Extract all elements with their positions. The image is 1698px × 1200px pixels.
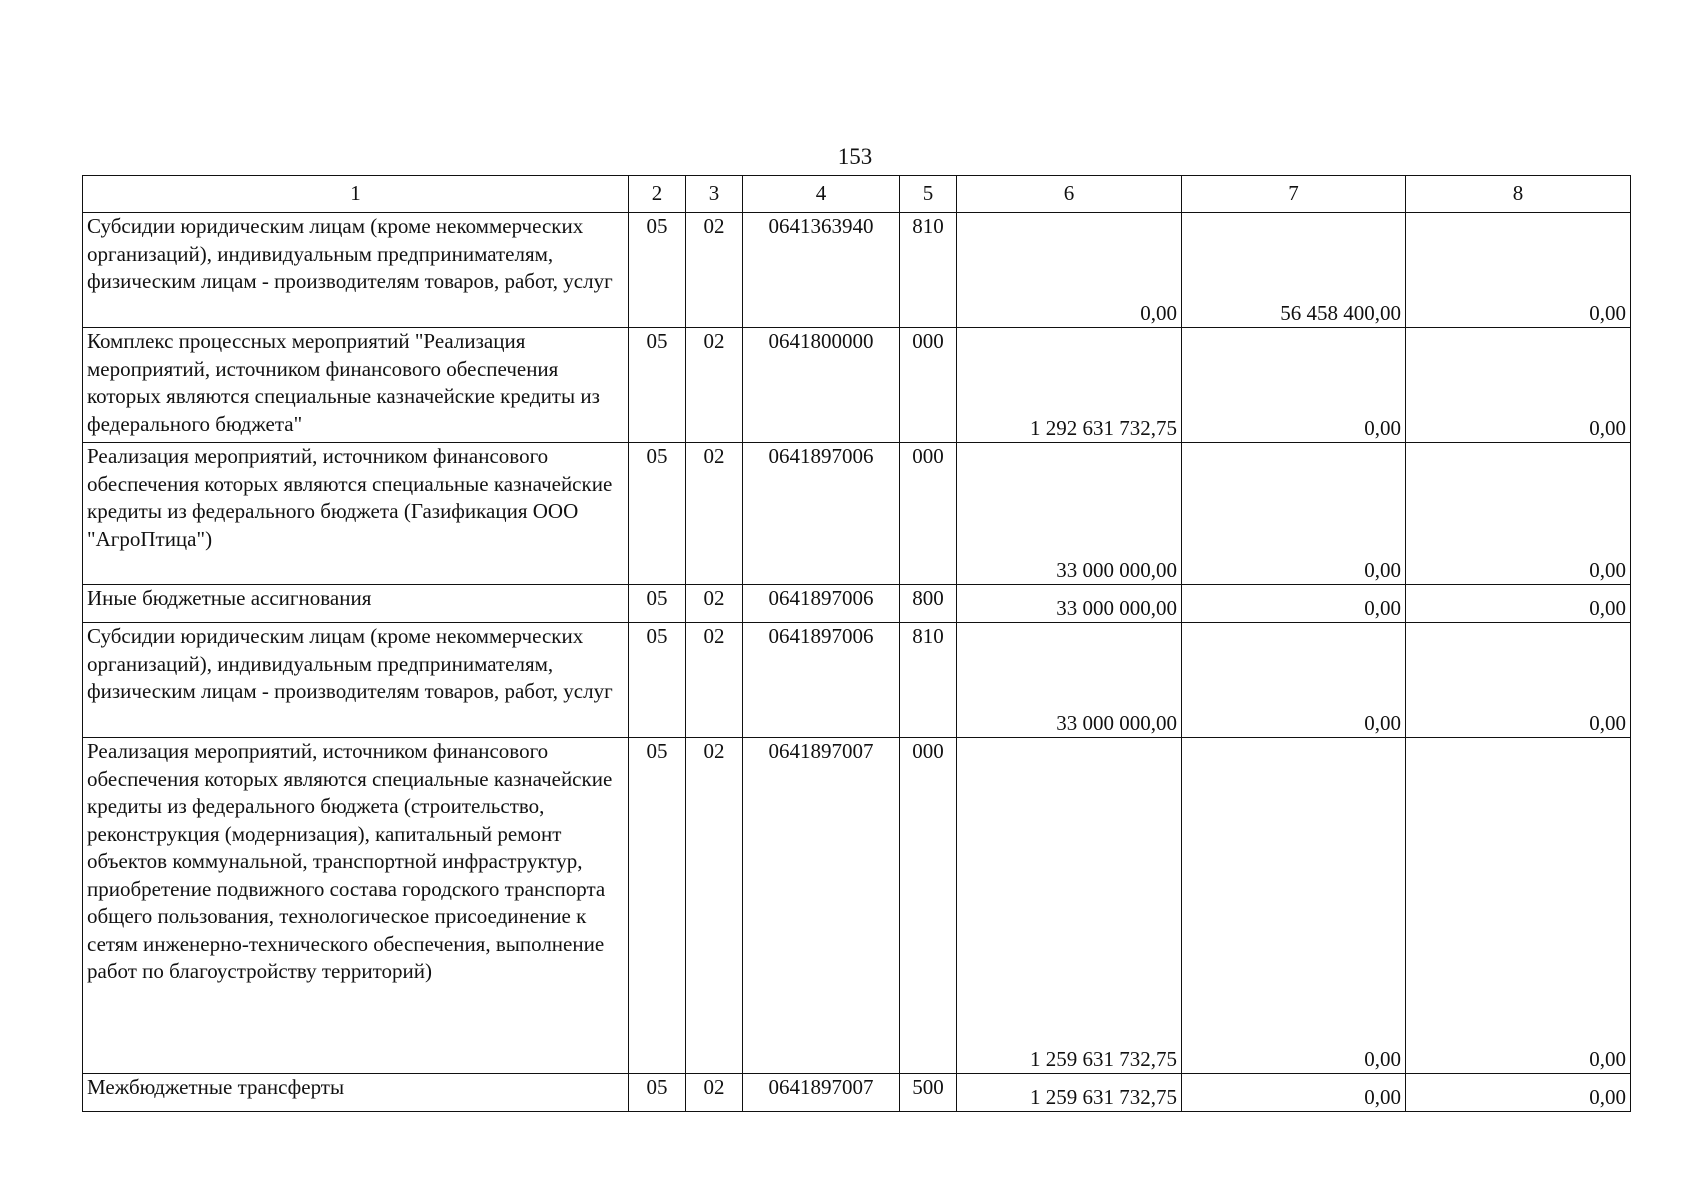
amount-col-7: 56 458 400,00 bbox=[1182, 213, 1406, 328]
expense-type-code: 800 bbox=[900, 585, 957, 623]
table-row bbox=[83, 738, 1631, 1074]
amount-col-7: 0,00 bbox=[1182, 328, 1406, 443]
section-code: 05 bbox=[629, 328, 686, 443]
subsection-code: 02 bbox=[686, 443, 743, 585]
amount-col-7: 0,00 bbox=[1182, 443, 1406, 585]
header-cell: 5 bbox=[900, 176, 957, 213]
item-name: Межбюджетные трансферты bbox=[83, 1074, 629, 1112]
amount-col-6: 1 292 631 732,75 bbox=[957, 328, 1182, 443]
item-name: Реализация мероприятий, источником финансового обеспечения которых являются специальные казначейские кредиты из федерального бюджета (строительство, реконструкция (модернизация), капитальный ремонт объектов коммунальной, транспортной инфраструктур, приобретение подвижного состава городского транспорта общего пользования, технологическое присоединение к сетям инженерно-технического обеспечения, выполнение работ по благоустройству территорий) bbox=[83, 738, 629, 1074]
expense-type-code: 500 bbox=[900, 1074, 957, 1112]
table-row bbox=[83, 443, 1631, 585]
header-cell: 4 bbox=[743, 176, 900, 213]
header-cell: 3 bbox=[686, 176, 743, 213]
budget-table bbox=[82, 175, 1631, 1112]
subsection-code: 02 bbox=[686, 585, 743, 623]
header-cell: 7 bbox=[1182, 176, 1406, 213]
amount-col-6: 33 000 000,00 bbox=[957, 585, 1182, 623]
subsection-code: 02 bbox=[686, 1074, 743, 1112]
item-name: Комплекс процессных мероприятий "Реализация мероприятий, источником финансового обеспечения которых являются специальные казначейские кредиты из федерального бюджета" bbox=[83, 328, 629, 443]
amount-col-8: 0,00 bbox=[1406, 443, 1631, 585]
table-header-row bbox=[83, 176, 1631, 213]
amount-col-7: 0,00 bbox=[1182, 1074, 1406, 1112]
amount-col-6: 1 259 631 732,75 bbox=[957, 738, 1182, 1074]
header-cell: 2 bbox=[629, 176, 686, 213]
target-article-code: 0641800000 bbox=[743, 328, 900, 443]
amount-col-8: 0,00 bbox=[1406, 738, 1631, 1074]
section-code: 05 bbox=[629, 443, 686, 585]
table-row bbox=[83, 213, 1631, 328]
subsection-code: 02 bbox=[686, 623, 743, 738]
subsection-code: 02 bbox=[686, 328, 743, 443]
amount-col-6: 0,00 bbox=[957, 213, 1182, 328]
expense-type-code: 000 bbox=[900, 738, 957, 1074]
section-code: 05 bbox=[629, 213, 686, 328]
target-article-code: 0641897007 bbox=[743, 1074, 900, 1112]
amount-col-8: 0,00 bbox=[1406, 328, 1631, 443]
target-article-code: 0641897007 bbox=[743, 738, 900, 1074]
target-article-code: 0641363940 bbox=[743, 213, 900, 328]
table-row bbox=[83, 585, 1631, 623]
item-name: Реализация мероприятий, источником финансового обеспечения которых являются специальные казначейские кредиты из федерального бюджета (Газификация ООО "АгроПтица") bbox=[83, 443, 629, 585]
section-code: 05 bbox=[629, 623, 686, 738]
table-row bbox=[83, 328, 1631, 443]
expense-type-code: 810 bbox=[900, 213, 957, 328]
amount-col-6: 33 000 000,00 bbox=[957, 623, 1182, 738]
item-name: Иные бюджетные ассигнования bbox=[83, 585, 629, 623]
amount-col-6: 1 259 631 732,75 bbox=[957, 1074, 1182, 1112]
section-code: 05 bbox=[629, 585, 686, 623]
amount-col-8: 0,00 bbox=[1406, 585, 1631, 623]
amount-col-6: 33 000 000,00 bbox=[957, 443, 1182, 585]
subsection-code: 02 bbox=[686, 738, 743, 1074]
item-name: Субсидии юридическим лицам (кроме некоммерческих организаций), индивидуальным предпринимателям, физическим лицам - производителям товаров, работ, услуг bbox=[83, 623, 629, 738]
amount-col-7: 0,00 bbox=[1182, 623, 1406, 738]
target-article-code: 0641897006 bbox=[743, 443, 900, 585]
target-article-code: 0641897006 bbox=[743, 623, 900, 738]
table-row bbox=[83, 1074, 1631, 1112]
amount-col-7: 0,00 bbox=[1182, 585, 1406, 623]
section-code: 05 bbox=[629, 1074, 686, 1112]
target-article-code: 0641897006 bbox=[743, 585, 900, 623]
header-cell: 8 bbox=[1406, 176, 1631, 213]
section-code: 05 bbox=[629, 738, 686, 1074]
expense-type-code: 000 bbox=[900, 328, 957, 443]
amount-col-8: 0,00 bbox=[1406, 623, 1631, 738]
amount-col-8: 0,00 bbox=[1406, 213, 1631, 328]
header-cell: 6 bbox=[957, 176, 1182, 213]
expense-type-code: 000 bbox=[900, 443, 957, 585]
header-cell: 1 bbox=[83, 176, 629, 213]
amount-col-8: 0,00 bbox=[1406, 1074, 1631, 1112]
expense-type-code: 810 bbox=[900, 623, 957, 738]
subsection-code: 02 bbox=[686, 213, 743, 328]
item-name: Субсидии юридическим лицам (кроме некоммерческих организаций), индивидуальным предпринимателям, физическим лицам - производителям товаров, работ, услуг bbox=[83, 213, 629, 328]
page-number: 153 bbox=[837, 144, 873, 169]
amount-col-7: 0,00 bbox=[1182, 738, 1406, 1074]
table-row bbox=[83, 623, 1631, 738]
